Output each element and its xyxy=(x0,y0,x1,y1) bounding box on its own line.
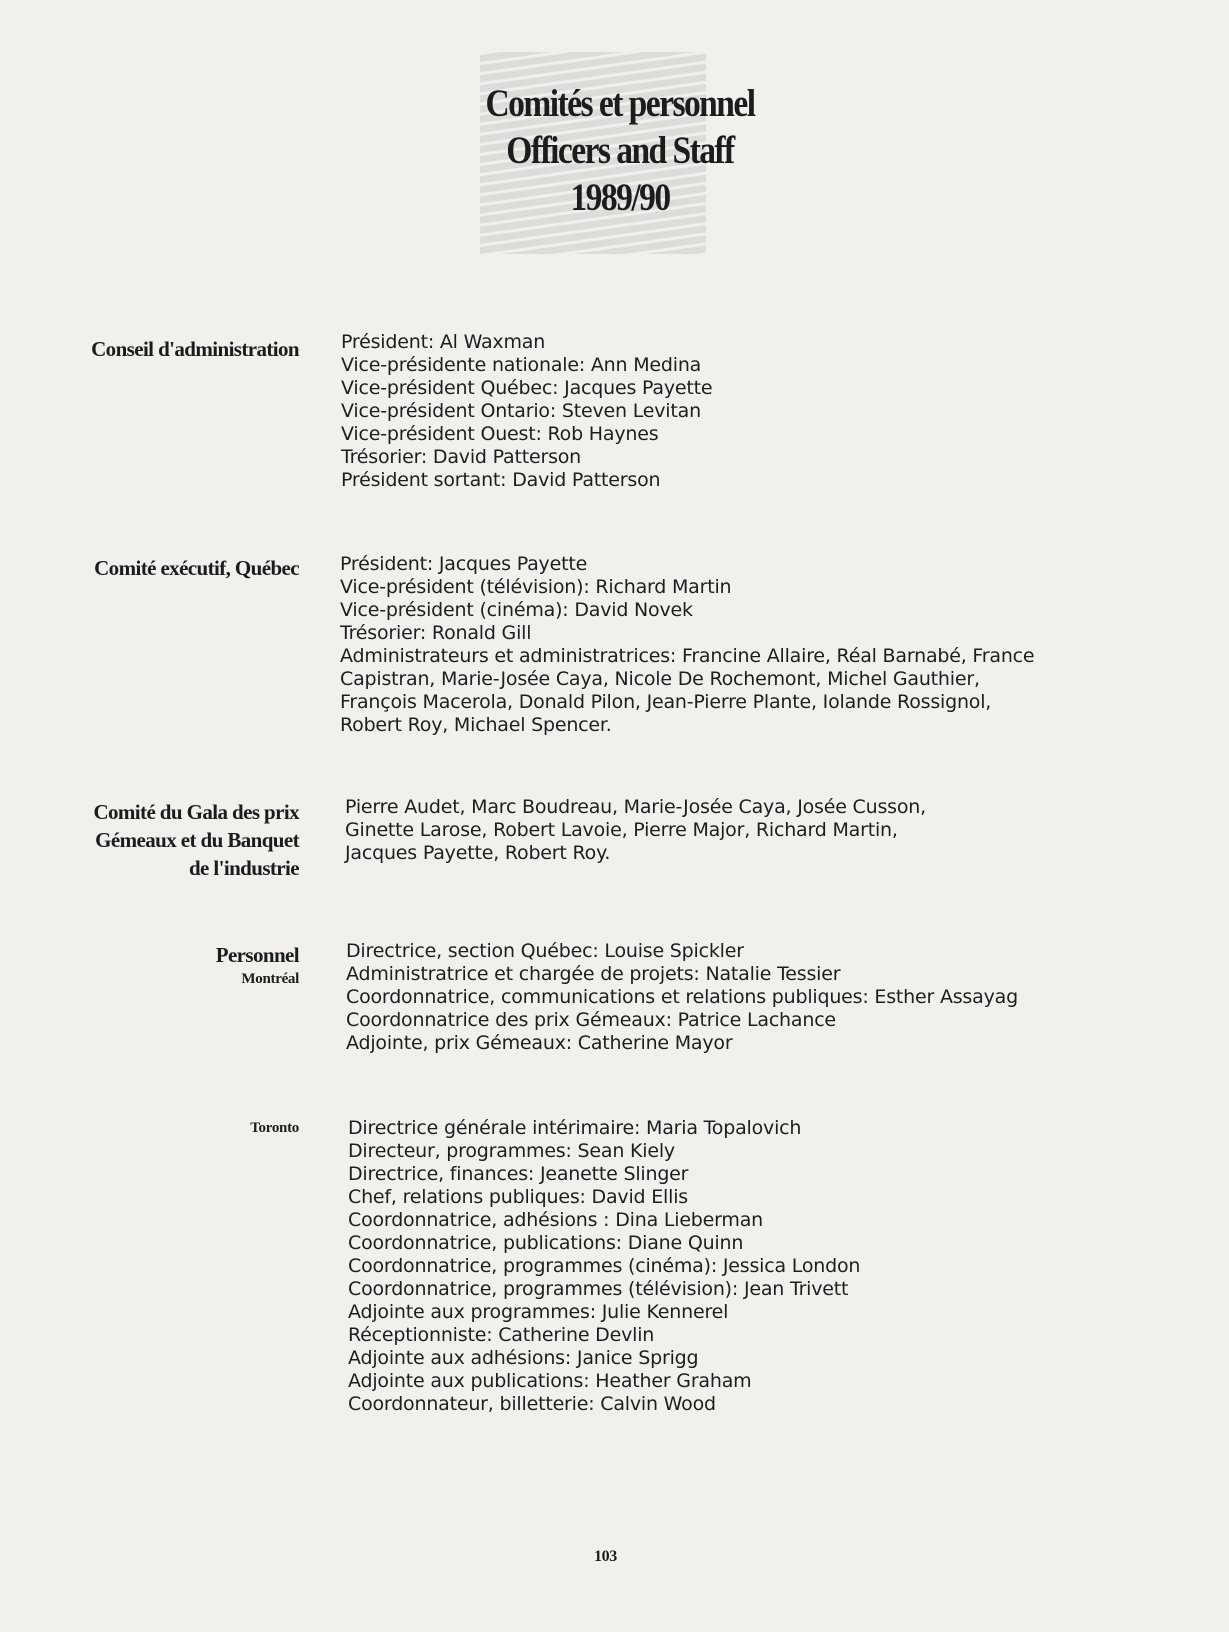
member-line: Vice-président (télévision): Richard Martin xyxy=(340,576,732,598)
member-line: Vice-président Ouest: Rob Haynes xyxy=(341,423,659,445)
member-line: Président sortant: David Patterson xyxy=(341,469,661,491)
section-executive-quebec-members xyxy=(340,553,1034,737)
label-city-toronto: Toronto xyxy=(250,1120,299,1136)
section-gala-committee-members xyxy=(345,796,926,865)
member-line: Vice-président Ontario: Steven Levitan xyxy=(341,400,701,422)
section-label-staff xyxy=(216,942,299,989)
page-title xyxy=(414,80,827,221)
staff-line: Coordonnatrice, communications et relations publiques: Esther Assayag xyxy=(346,986,1018,1008)
section-staff-toronto xyxy=(348,1117,860,1416)
staff-line: Adjointe aux publications: Heather Graham xyxy=(348,1370,752,1392)
staff-line: Administratrice et chargée de projets: Natalie Tessier xyxy=(346,963,841,985)
staff-line: Directeur, programmes: Sean Kiely xyxy=(348,1140,675,1162)
member-line: Robert Roy, Michael Spencer. xyxy=(340,714,612,736)
label-line: Comité du Gala des prix xyxy=(93,800,299,824)
section-label-gala-committee xyxy=(93,798,299,882)
title-line-french: Comités et personnel xyxy=(485,82,755,125)
staff-line: Réceptionniste: Catherine Devlin xyxy=(348,1324,655,1346)
label-line: Personnel xyxy=(215,943,299,967)
staff-line: Adjointe aux adhésions: Janice Sprigg xyxy=(348,1347,699,1369)
member-line: Vice-président Québec: Jacques Payette xyxy=(341,377,713,399)
section-label-board: Conseil d'administration xyxy=(91,337,299,361)
section-board-members xyxy=(341,331,712,492)
staff-line: Directrice, section Québec: Louise Spickler xyxy=(346,940,744,962)
member-line: Capistran, Marie-Josée Caya, Nicole De Rochemont, Michel Gauthier, xyxy=(340,668,980,690)
member-line: Ginette Larose, Robert Lavoie, Pierre Major, Richard Martin, xyxy=(345,819,898,841)
title-line-year: 1989/90 xyxy=(570,176,670,219)
staff-line: Coordonnatrice, publications: Diane Quinn xyxy=(348,1232,744,1254)
staff-line: Coordonnatrice, programmes (cinéma): Jessica London xyxy=(348,1255,861,1277)
member-line: Administrateurs et administratrices: Francine Allaire, Réal Barnabé, France xyxy=(340,645,1035,667)
member-line: François Macerola, Donald Pilon, Jean-Pierre Plante, Iolande Rossignol, xyxy=(340,691,992,713)
staff-line: Adjointe, prix Gémeaux: Catherine Mayor xyxy=(346,1032,733,1054)
staff-line: Directrice générale intérimaire: Maria Topalovich xyxy=(348,1117,802,1139)
staff-line: Coordonnatrice des prix Gémeaux: Patrice Lachance xyxy=(346,1009,836,1031)
member-line: Président: Al Waxman xyxy=(341,331,546,353)
section-staff-montreal xyxy=(346,940,1018,1055)
staff-line: Coordonnatrice, programmes (télévision): Jean Trivett xyxy=(348,1278,849,1300)
member-line: Vice-présidente nationale: Ann Medina xyxy=(341,354,702,376)
staff-line: Adjointe aux programmes: Julie Kennerel xyxy=(348,1301,729,1323)
title-line-english: Officers and Staff xyxy=(506,129,734,172)
staff-line: Coordonnateur, billetterie: Calvin Wood xyxy=(348,1393,716,1415)
staff-line: Directrice, finances: Jeanette Slinger xyxy=(348,1163,689,1185)
label-line: Gémeaux et du Banquet xyxy=(95,828,299,852)
section-label-executive-quebec: Comité exécutif, Québec xyxy=(94,556,299,580)
staff-line: Coordonnatrice, adhésions : Dina Lieberman xyxy=(348,1209,764,1231)
label-line: de l'industrie xyxy=(188,856,299,880)
member-line: Jacques Payette, Robert Roy. xyxy=(345,842,611,864)
staff-line: Chef, relations publiques: David Ellis xyxy=(348,1186,688,1208)
label-city-montreal: Montréal xyxy=(241,971,299,987)
member-line: Trésorier: Ronald Gill xyxy=(340,622,532,644)
member-line: Trésorier: David Patterson xyxy=(341,446,582,468)
section-label-toronto xyxy=(250,1118,299,1138)
page-number: 103 xyxy=(594,1548,617,1565)
member-line: Président: Jacques Payette xyxy=(340,553,588,575)
member-line: Pierre Audet, Marc Boudreau, Marie-Josée Caya, Josée Cusson, xyxy=(345,796,926,818)
member-line: Vice-président (cinéma): David Novek xyxy=(340,599,693,621)
